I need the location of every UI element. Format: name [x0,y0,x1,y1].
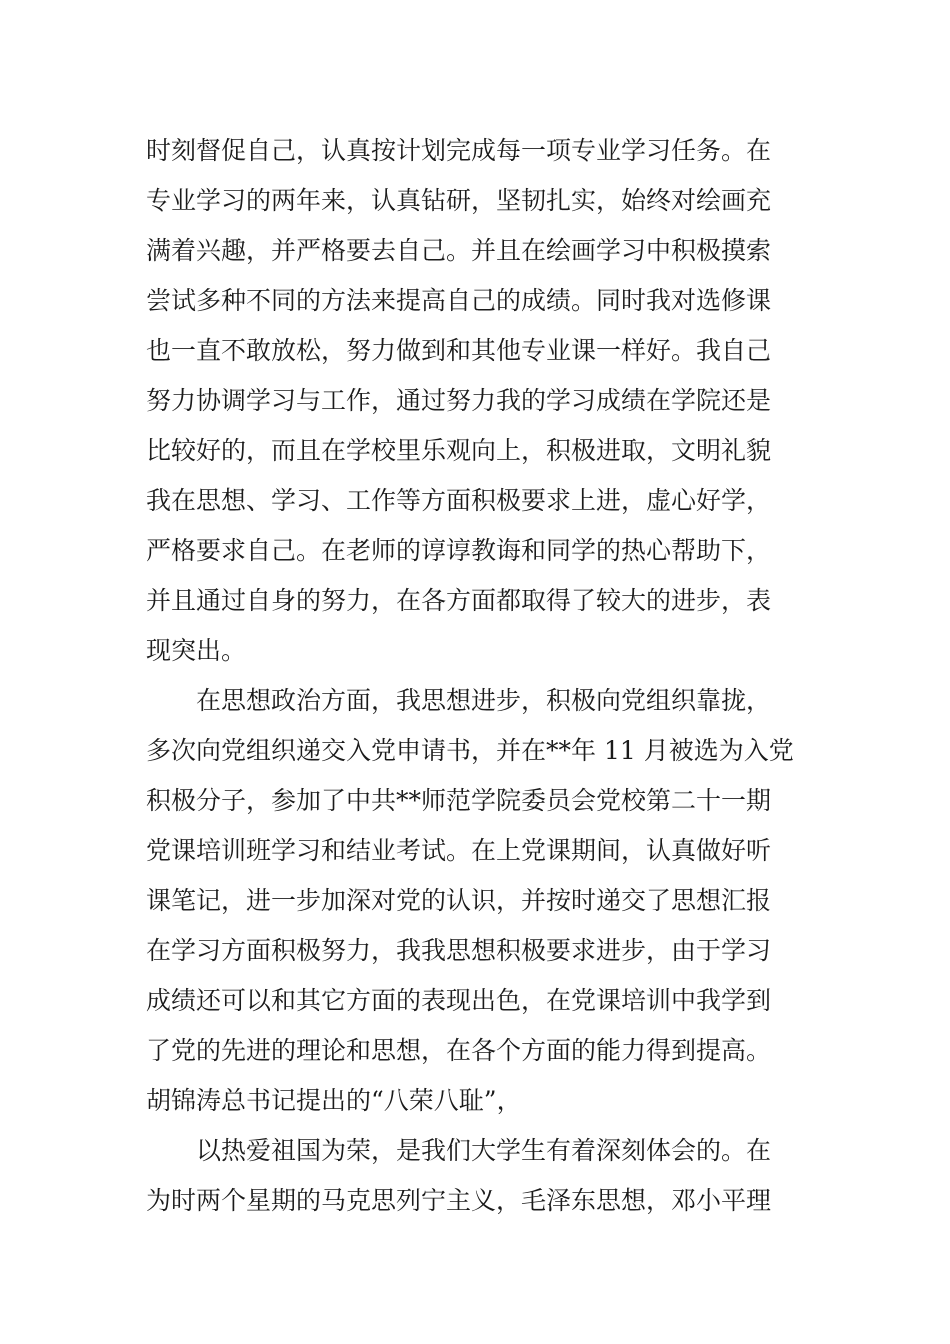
text-line: 以热爱祖国为荣，是我们大学生有着深刻体会的。在 [196,1136,772,1165]
text-line: 胡锦涛总书记提出的“八荣八耻”， [146,1086,522,1115]
text-line: 课笔记，进一步加深对党的认识，并按时递交了思想汇报 [146,886,772,915]
text-line: 我在思想、学习、工作等方面积极要求上进，虚心好学， [146,486,772,515]
text-line: 了党的先进的理论和思想，在各个方面的能力得到提高。 [146,1036,772,1065]
text-line: 比较好的，而且在学校里乐观向上，积极进取，文明礼貌 [146,436,772,465]
text-line: 专业学习的两年来，认真钻研，坚韧扎实，始终对绘画充 [146,186,772,215]
text-line: 多次向党组织递交入党申请书，并在**年 11 月被选为入党 [146,736,794,765]
text-line: 为时两个星期的马克思列宁主义，毛泽东思想，邓小平理 [146,1186,772,1215]
text-line: 在学习方面积极努力，我我思想积极要求进步，由于学习 [146,936,772,965]
text-line: 积极分子，参加了中共**师范学院委员会党校第二十一期 [146,786,772,815]
text-line: 满着兴趣，并严格要去自己。并且在绘画学习中积极摸索 [146,236,772,265]
text-line: 努力协调学习与工作，通过努力我的学习成绩在学院还是 [146,386,772,415]
text-line: 严格要求自己。在老师的谆谆教诲和同学的热心帮助下， [146,536,772,565]
text-line: 党课培训班学习和结业考试。在上党课期间，认真做好听 [146,836,772,865]
text-line: 现突出。 [146,636,247,665]
text-line: 并且通过自身的努力，在各方面都取得了较大的进步，表 [146,586,772,615]
text-line: 成绩还可以和其它方面的表现出色，在党课培训中我学到 [146,986,772,1015]
document-body [146,126,816,1226]
text-line: 也一直不敢放松，努力做到和其他专业课一样好。我自己 [146,336,772,365]
text-line: 时刻督促自己，认真按计划完成每一项专业学习任务。在 [146,136,772,165]
text-line: 尝试多种不同的方法来提高自己的成绩。同时我对选修课 [146,286,772,315]
text-line: 在思想政治方面，我思想进步，积极向党组织靠拢， [196,686,772,715]
